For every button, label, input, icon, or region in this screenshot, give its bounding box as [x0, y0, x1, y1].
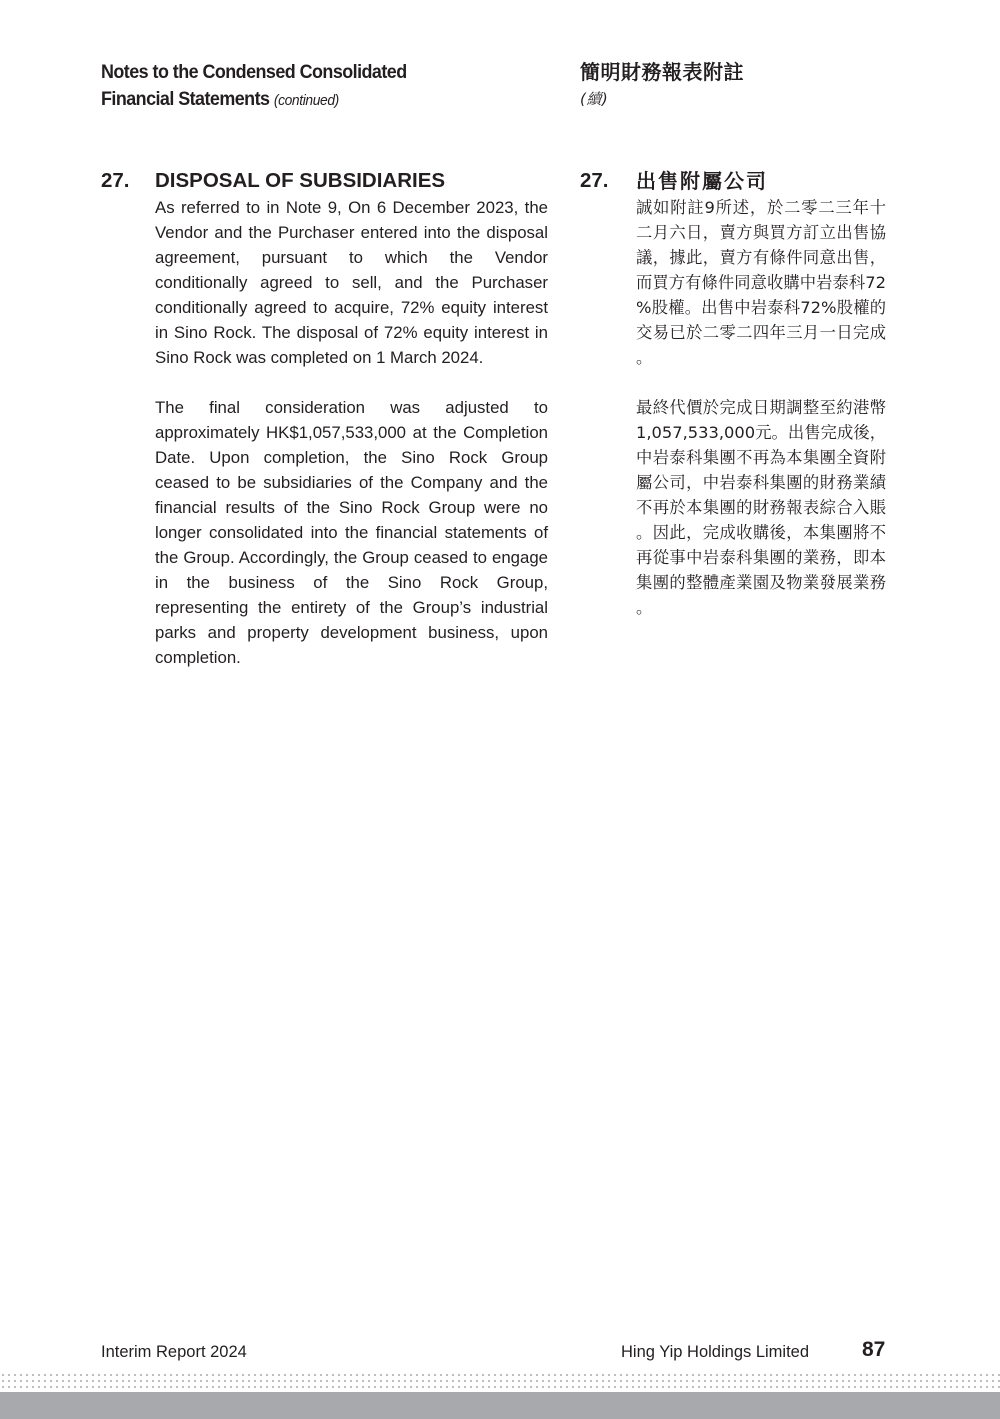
section-number-zh: 27.	[580, 169, 609, 192]
header-title-line2: Financial Statements	[101, 88, 270, 110]
section-title-en: DISPOSAL OF SUBSIDIARIES	[155, 169, 446, 192]
paragraph-zh-1: 誠如附註9所述，於二零二三年十二月六日，賣方與買方訂立出售協議，據此，賣方有條件同意出售，而買方有條件同意收購中岩泰科72%股權。出售中岩泰科72%股權的交易已於二零二四年三月一日完成。	[636, 198, 886, 367]
header-continued-zh: (續)	[580, 90, 609, 108]
header-title-zh: 簡明財務報表附註	[580, 60, 744, 84]
page-header-zh	[580, 58, 960, 112]
header-title-line1: Notes to the Condensed Consolidated	[101, 61, 407, 83]
page-number: 87	[862, 1338, 886, 1361]
paragraph-en-1: As referred to in Note 9, On 6 December 2023, the Vendor and the Purchaser entered into the disposal agreement, pursuant to which the Vendor conditionally agreed to sell, and the Purchaser conditionally agreed to acquire, 72% equity interest in Sino Rock. The disposal of 72% equity interest in Sino Rock was completed on 1 March 2024.	[155, 198, 548, 367]
footer-report-title: Interim Report 2024	[101, 1343, 247, 1361]
header-continued-en: (continued)	[273, 92, 339, 109]
paragraph-zh-2: 最終代價於完成日期調整至約港幣1,057,533,000元。出售完成後，中岩泰科集團不再為本集團全資附屬公司，中岩泰科集團的財務業績不再於本集團的財務報表綜合入賬。因此，完成收購後，本集團將不再從事中岩泰科集團的業務，即本集團的整體產業園及物業發展業務。	[636, 398, 886, 617]
section-title-zh: 出售附屬公司	[636, 169, 768, 193]
section-number-en: 27.	[101, 169, 130, 192]
footer-company-name: Hing Yip Holdings Limited	[621, 1343, 810, 1361]
page-header-en	[101, 59, 487, 114]
paragraph-en-2: The final consideration was adjusted to approximately HK$1,057,533,000 at the Completion Date. Upon completion, the Sino Rock Group ceased to be subsidiaries of the Company and the financial results of the Sino Rock Group were no longer consolidated into the financial statements of the Group. Accordingly, the Group ceased to engage in the business of the Sino Rock Group, representing the entirety of the Group’s industrial parks and property development business, upon completion.	[155, 398, 548, 667]
footer-band	[0, 1392, 1000, 1419]
footer-dot-pattern	[0, 1372, 1000, 1392]
section-body-zh	[636, 195, 886, 645]
section-body-en	[155, 195, 548, 695]
